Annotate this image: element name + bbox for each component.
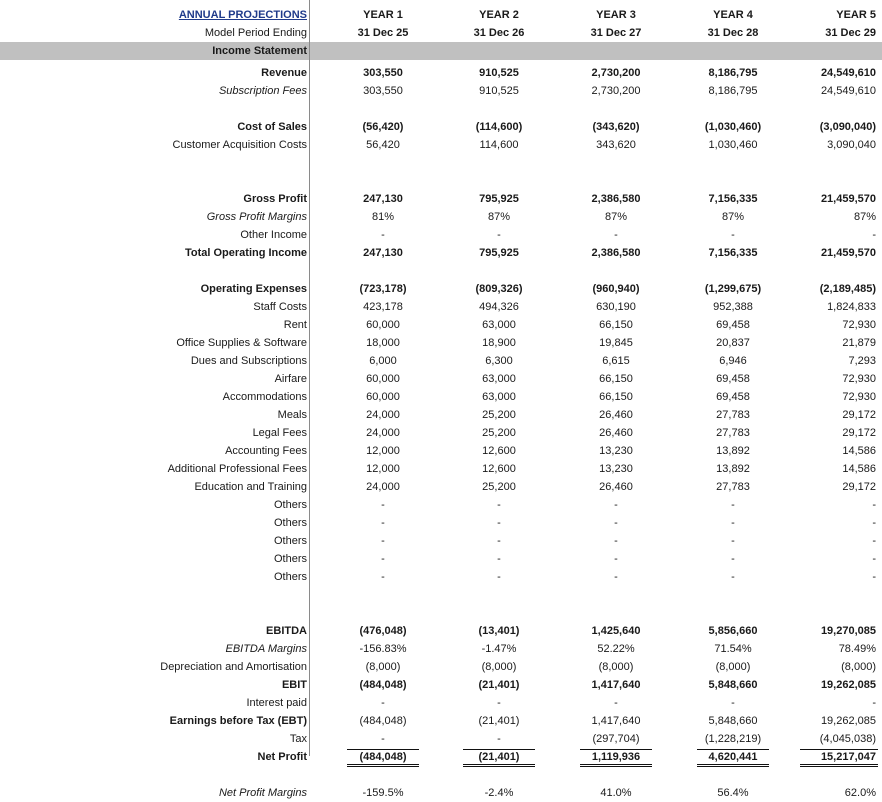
table-cell[interactable]: -	[497, 733, 501, 745]
table-cell[interactable]: 60,000	[366, 319, 400, 331]
row-label: Additional Professional Fees	[167, 463, 307, 475]
row-label: Depreciation and Amortisation	[160, 661, 307, 673]
table-cell[interactable]: -	[872, 517, 876, 529]
table-cell[interactable]: 62.0%	[844, 787, 876, 799]
table-cell[interactable]: 66,150	[599, 373, 633, 385]
table-cell[interactable]: 2,386,580	[591, 247, 641, 259]
table-cell[interactable]: -	[381, 553, 385, 565]
table-cell[interactable]: -	[497, 517, 501, 529]
table-cell[interactable]: 27,783	[716, 481, 750, 493]
table-cell[interactable]: -	[497, 229, 501, 241]
row-label: Operating Expenses	[200, 283, 307, 295]
table-cell[interactable]: 303,550	[363, 85, 403, 97]
table-cell[interactable]: -	[381, 571, 385, 583]
table-cell[interactable]: -159.5%	[362, 787, 404, 799]
table-cell[interactable]: (1,299,675)	[704, 283, 762, 295]
year-header-4: YEAR 4	[713, 9, 753, 21]
table-cell[interactable]: -	[381, 499, 385, 511]
table-cell[interactable]: 1,417,640	[591, 715, 641, 727]
table-cell[interactable]: 1,417,640	[591, 679, 641, 691]
table-cell[interactable]: 12,600	[482, 463, 516, 475]
row-label: Other Income	[240, 229, 307, 241]
table-cell[interactable]: 29,172	[842, 427, 876, 439]
table-cell[interactable]: 114,600	[479, 139, 519, 151]
table-cell[interactable]: -	[614, 697, 618, 709]
table-cell[interactable]: -	[614, 229, 618, 241]
table-cell[interactable]: -	[872, 535, 876, 547]
table-cell[interactable]: 25,200	[482, 427, 516, 439]
total-top-border	[463, 749, 535, 750]
table-cell[interactable]: 19,845	[599, 337, 633, 349]
table-cell[interactable]: (484,048)	[359, 715, 407, 727]
table-cell[interactable]: 1,119,936	[591, 751, 641, 763]
total-top-border	[347, 749, 419, 750]
table-cell[interactable]: -2.4%	[484, 787, 514, 799]
period-label: Model Period Ending	[204, 27, 307, 39]
table-cell[interactable]: 1,030,460	[708, 139, 758, 151]
row-label: Airfare	[274, 373, 307, 385]
table-cell[interactable]: (4,045,038)	[819, 733, 876, 745]
table-cell[interactable]: -	[381, 697, 385, 709]
table-cell[interactable]: 2,386,580	[591, 193, 641, 205]
table-cell[interactable]: -	[381, 733, 385, 745]
table-cell[interactable]: (343,620)	[592, 121, 640, 133]
table-cell[interactable]: (8,000)	[481, 661, 517, 673]
sheet-title[interactable]: ANNUAL PROJECTIONS	[178, 9, 307, 21]
table-cell[interactable]: 8,186,795	[708, 85, 758, 97]
table-cell[interactable]: (8,000)	[841, 661, 876, 673]
table-cell[interactable]: 910,525	[479, 85, 519, 97]
table-cell[interactable]: 6,615	[602, 355, 630, 367]
table-cell[interactable]: (723,178)	[359, 283, 407, 295]
row-label: Education and Training	[194, 481, 307, 493]
table-cell[interactable]: 7,156,335	[708, 193, 758, 205]
table-cell[interactable]: (809,326)	[475, 283, 523, 295]
table-cell[interactable]: 15,217,047	[820, 751, 876, 763]
table-cell[interactable]: -	[872, 499, 876, 511]
total-double-underline	[800, 764, 878, 767]
table-cell[interactable]: -	[731, 553, 735, 565]
row-label: Subscription Fees	[218, 85, 307, 97]
table-cell[interactable]: (297,704)	[592, 733, 640, 745]
table-cell[interactable]: 13,230	[599, 445, 633, 457]
table-cell[interactable]: 13,892	[716, 463, 750, 475]
row-label: EBIT	[281, 679, 307, 691]
table-cell[interactable]: 952,388	[713, 301, 753, 313]
table-cell[interactable]: -	[872, 571, 876, 583]
table-cell[interactable]: 795,925	[479, 193, 519, 205]
table-cell[interactable]: -	[497, 499, 501, 511]
period-date-3: 31 Dec 27	[590, 27, 642, 39]
table-cell[interactable]: 19,262,085	[820, 715, 876, 727]
table-cell[interactable]: 303,550	[363, 67, 403, 79]
table-cell[interactable]: (21,401)	[478, 715, 520, 727]
table-cell[interactable]: 69,458	[716, 373, 750, 385]
table-cell[interactable]: 25,200	[482, 481, 516, 493]
row-label: Others	[273, 517, 307, 529]
row-label: Others	[273, 571, 307, 583]
table-cell[interactable]: 423,178	[363, 301, 403, 313]
table-cell[interactable]: 87%	[604, 211, 628, 223]
table-cell[interactable]: 21,879	[842, 337, 876, 349]
row-label: Earnings before Tax (EBT)	[169, 715, 307, 727]
table-cell[interactable]: 247,130	[363, 247, 403, 259]
table-cell[interactable]: 6,000	[369, 355, 397, 367]
table-cell[interactable]: 247,130	[363, 193, 403, 205]
period-date-2: 31 Dec 26	[473, 27, 525, 39]
table-cell[interactable]: 12,600	[482, 445, 516, 457]
table-cell[interactable]: -	[731, 571, 735, 583]
table-cell[interactable]: 795,925	[479, 247, 519, 259]
total-top-border	[800, 749, 878, 750]
table-cell[interactable]: 4,620,441	[708, 751, 758, 763]
row-label: Others	[273, 535, 307, 547]
total-double-underline	[580, 764, 652, 767]
table-cell[interactable]: 6,300	[485, 355, 513, 367]
table-cell[interactable]: 56,420	[366, 139, 400, 151]
table-cell[interactable]: 24,549,610	[820, 67, 876, 79]
label-column-border	[309, 0, 310, 756]
total-double-underline	[463, 764, 535, 767]
table-cell[interactable]: 56.4%	[717, 787, 749, 799]
table-cell[interactable]: 5,848,660	[708, 715, 758, 727]
table-cell[interactable]: 69,458	[716, 319, 750, 331]
table-cell[interactable]: 60,000	[366, 391, 400, 403]
table-cell[interactable]: 19,270,085	[820, 625, 876, 637]
table-cell[interactable]: 24,000	[366, 481, 400, 493]
table-cell[interactable]: 21,459,570	[820, 193, 876, 205]
table-cell[interactable]: -	[731, 517, 735, 529]
total-double-underline	[697, 764, 769, 767]
table-cell[interactable]: 13,230	[599, 463, 633, 475]
table-cell[interactable]: 60,000	[366, 373, 400, 385]
table-cell[interactable]: -	[497, 535, 501, 547]
row-label: Total Operating Income	[184, 247, 307, 259]
row-label: Tax	[289, 733, 307, 745]
row-label: Gross Profit Margins	[206, 211, 307, 223]
row-label: Staff Costs	[253, 301, 307, 313]
table-cell[interactable]: 8,186,795	[708, 67, 758, 79]
row-label: Legal Fees	[252, 427, 307, 439]
table-cell[interactable]: 3,090,040	[827, 139, 876, 151]
table-cell[interactable]: 52.22%	[597, 643, 635, 655]
table-cell[interactable]: -	[497, 571, 501, 583]
table-cell[interactable]: 41.0%	[600, 787, 632, 799]
table-cell[interactable]: -	[497, 697, 501, 709]
table-cell[interactable]: 7,293	[848, 355, 876, 367]
table-cell[interactable]: 1,425,640	[591, 625, 641, 637]
table-cell[interactable]: (3,090,040)	[819, 121, 876, 133]
table-cell[interactable]: 66,150	[599, 391, 633, 403]
table-cell[interactable]: 72,930	[842, 391, 876, 403]
table-cell[interactable]: 21,459,570	[820, 247, 876, 259]
table-cell[interactable]: 5,856,660	[708, 625, 758, 637]
table-cell[interactable]: 25,200	[482, 409, 516, 421]
row-label: Office Supplies & Software	[176, 337, 307, 349]
row-label: Accommodations	[222, 391, 307, 403]
table-cell[interactable]: 14,586	[842, 445, 876, 457]
table-cell[interactable]: 2,730,200	[591, 67, 641, 79]
table-cell[interactable]: (21,401)	[478, 751, 520, 763]
table-cell[interactable]: -	[872, 229, 876, 241]
table-cell[interactable]: 494,326	[479, 301, 519, 313]
table-cell[interactable]: -	[731, 499, 735, 511]
table-cell[interactable]: -	[731, 229, 735, 241]
year-header-5: YEAR 5	[836, 9, 876, 21]
row-label: Net Profit	[257, 751, 307, 763]
total-double-underline	[347, 764, 419, 767]
row-label: Meals	[277, 409, 307, 421]
table-cell[interactable]: 24,549,610	[820, 85, 876, 97]
row-label: Cost of Sales	[237, 121, 307, 133]
table-cell[interactable]: (8,000)	[598, 661, 634, 673]
table-cell[interactable]: 19,262,085	[820, 679, 876, 691]
year-header-2: YEAR 2	[479, 9, 519, 21]
table-cell[interactable]: 343,620	[596, 139, 636, 151]
table-cell[interactable]: -	[614, 553, 618, 565]
table-cell[interactable]: (114,600)	[475, 121, 523, 133]
table-cell[interactable]: 18,000	[366, 337, 400, 349]
row-label: Rent	[283, 319, 307, 331]
table-cell[interactable]: 66,150	[599, 319, 633, 331]
table-cell[interactable]: 13,892	[716, 445, 750, 457]
table-cell[interactable]: 1,824,833	[827, 301, 876, 313]
table-cell[interactable]: 6,946	[719, 355, 747, 367]
period-date-1: 31 Dec 25	[357, 27, 409, 39]
table-cell[interactable]: -	[614, 499, 618, 511]
table-cell[interactable]: 7,156,335	[708, 247, 758, 259]
table-cell[interactable]: (8,000)	[715, 661, 751, 673]
row-label: Interest paid	[246, 697, 307, 709]
table-cell[interactable]: 12,000	[366, 463, 400, 475]
table-cell[interactable]: 26,460	[599, 427, 633, 439]
table-cell[interactable]: 63,000	[482, 319, 516, 331]
row-label: Dues and Subscriptions	[190, 355, 307, 367]
table-cell[interactable]: 12,000	[366, 445, 400, 457]
table-cell[interactable]: 72,930	[842, 373, 876, 385]
table-cell[interactable]: 87%	[721, 211, 745, 223]
table-cell[interactable]: -	[872, 553, 876, 565]
table-cell[interactable]: 63,000	[482, 391, 516, 403]
period-date-4: 31 Dec 28	[707, 27, 759, 39]
table-cell[interactable]: 29,172	[842, 481, 876, 493]
row-label: Customer Acquisition Costs	[172, 139, 307, 151]
table-cell[interactable]: (476,048)	[359, 625, 407, 637]
table-cell[interactable]: (8,000)	[365, 661, 401, 673]
table-cell[interactable]: 69,458	[716, 391, 750, 403]
table-cell[interactable]: -	[381, 517, 385, 529]
table-cell[interactable]: 630,190	[596, 301, 636, 313]
table-cell[interactable]: 78.49%	[838, 643, 876, 655]
table-cell[interactable]: 29,172	[842, 409, 876, 421]
total-top-border	[580, 749, 652, 750]
row-label: Net Profit Margins	[218, 787, 307, 799]
period-date-5: 31 Dec 29	[825, 27, 876, 39]
table-cell[interactable]: 71.54%	[714, 643, 752, 655]
table-cell[interactable]: 24,000	[366, 409, 400, 421]
year-header-1: YEAR 1	[363, 9, 403, 21]
table-cell[interactable]: 81%	[371, 211, 395, 223]
table-cell[interactable]: -1.47%	[481, 643, 517, 655]
section-label: Income Statement	[212, 45, 307, 57]
table-cell[interactable]: (484,048)	[359, 751, 407, 763]
year-header-3: YEAR 3	[596, 9, 636, 21]
row-label: EBITDA Margins	[225, 643, 307, 655]
row-label: Accounting Fees	[225, 445, 307, 457]
table-cell[interactable]: (13,401)	[478, 625, 520, 637]
table-cell[interactable]: -	[731, 697, 735, 709]
table-cell[interactable]: 87%	[487, 211, 511, 223]
table-cell[interactable]: -	[614, 535, 618, 547]
table-cell[interactable]: 24,000	[366, 427, 400, 439]
table-cell[interactable]: -	[381, 535, 385, 547]
row-label: Others	[273, 499, 307, 511]
table-cell[interactable]: -	[872, 697, 876, 709]
table-cell[interactable]: 26,460	[599, 481, 633, 493]
table-cell[interactable]: -	[614, 571, 618, 583]
table-cell[interactable]: (56,420)	[362, 121, 404, 133]
table-cell[interactable]: 26,460	[599, 409, 633, 421]
table-cell[interactable]: 20,837	[716, 337, 750, 349]
table-cell[interactable]: 14,586	[842, 463, 876, 475]
table-cell[interactable]: 2,730,200	[591, 85, 641, 97]
table-cell[interactable]: (2,189,485)	[819, 283, 876, 295]
row-label: Gross Profit	[243, 193, 307, 205]
table-cell[interactable]: 27,783	[716, 427, 750, 439]
table-cell[interactable]: (484,048)	[359, 679, 407, 691]
table-cell[interactable]: (1,228,219)	[704, 733, 762, 745]
row-label: EBITDA	[266, 625, 307, 637]
table-cell[interactable]: 18,900	[482, 337, 516, 349]
table-cell[interactable]: -156.83%	[359, 643, 407, 655]
table-cell[interactable]: 910,525	[479, 67, 519, 79]
table-cell[interactable]: 87%	[853, 211, 876, 223]
table-cell[interactable]: -	[614, 517, 618, 529]
table-cell[interactable]: 27,783	[716, 409, 750, 421]
table-cell[interactable]: (1,030,460)	[704, 121, 762, 133]
table-cell[interactable]: 63,000	[482, 373, 516, 385]
table-cell[interactable]: -	[381, 229, 385, 241]
table-cell[interactable]: 72,930	[842, 319, 876, 331]
table-cell[interactable]: (21,401)	[478, 679, 520, 691]
table-cell[interactable]: (960,940)	[592, 283, 640, 295]
table-cell[interactable]: -	[731, 535, 735, 547]
row-label: Others	[273, 553, 307, 565]
table-cell[interactable]: 5,848,660	[708, 679, 758, 691]
table-cell[interactable]: -	[497, 553, 501, 565]
total-top-border	[697, 749, 769, 750]
row-label: Revenue	[261, 67, 307, 79]
